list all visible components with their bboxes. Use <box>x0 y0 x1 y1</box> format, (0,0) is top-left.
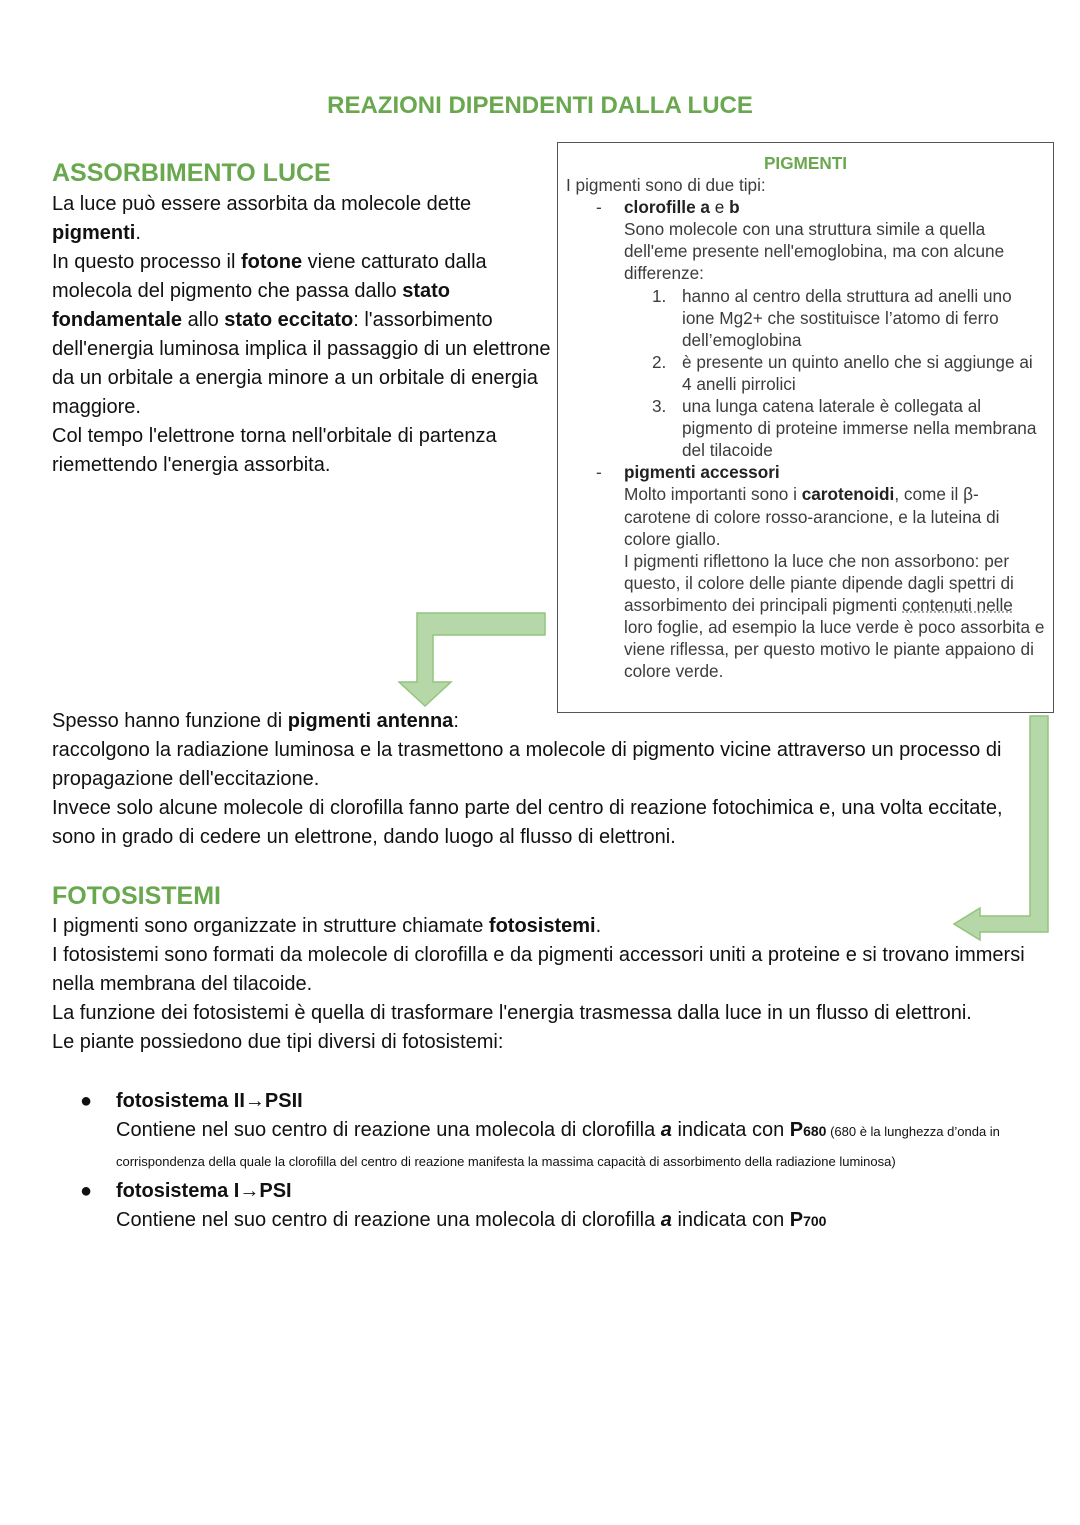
antenna-paragraph-1: Spesso hanno funzione di pigmenti antenna: <box>52 710 459 732</box>
accessori-text-1: Molto importanti sono i carotenoidi, come il β-carotene di colore rosso-arancione, e la luteina di colore giallo. <box>624 484 1000 549</box>
pigmenti-box <box>557 142 1054 713</box>
pigmenti-box-title: PIGMENTI <box>763 153 848 173</box>
section-assorbimento <box>52 159 552 480</box>
dash-marker: - <box>596 197 602 218</box>
bullet-icon: ● <box>80 1090 93 1112</box>
bullet-icon: ● <box>80 1180 93 1202</box>
psi-text: Contiene nel suo centro di reazione una molecola di clorofilla a indicata con P700 <box>116 1209 827 1231</box>
section-fotosistemi <box>52 882 1042 1057</box>
clorofille-differences-list <box>558 285 1053 462</box>
antenna-paragraph-3: Invece solo alcune molecole di clorofilla fanno parte del centro di reazione fotochimica e, una volta eccitate, sono in grado di cedere un elettrone, dando luogo al flusso di elettroni. <box>52 797 1003 848</box>
psii-text: Contiene nel suo centro di reazione una molecola di clorofilla a indicata con P680 (680 è la lunghezza d’onda in corrispondenza della quale la clorofilla del centro di reazione manifesta la massima capacità di assorbimento della radiazione luminosa) <box>116 1119 1000 1169</box>
accessori-title: pigmenti accessori <box>624 462 780 483</box>
pigmenti-intro: I pigmenti sono di due tipi: <box>566 175 766 196</box>
fotosistemi-paragraph-2: I fotosistemi sono formati da molecole di clorofilla e da pigmenti accessori uniti a proteine e si trovano immersi nella membrana del tilacoide. <box>52 944 1025 995</box>
arrow-down-icon <box>398 610 548 710</box>
list-item-accessori <box>596 461 1045 682</box>
heading-assorbimento: ASSORBIMENTO LUCE <box>52 159 331 187</box>
heading-fotosistemi: FOTOSISTEMI <box>52 882 221 910</box>
dash-marker: - <box>596 462 602 483</box>
list-item-psi <box>80 1177 1040 1236</box>
list-item-psii <box>80 1087 1040 1175</box>
assorbimento-paragraph-1: La luce può essere assorbita da molecole dette pigmenti. <box>52 193 472 244</box>
fotosistemi-paragraph-1: I pigmenti sono organizzate in strutture chiamate fotosistemi. <box>52 915 602 937</box>
fotosistemi-list <box>80 1087 1040 1236</box>
fotosistemi-paragraph-4: Le piante possiedono due tipi diversi di fotosistemi: <box>52 1031 504 1053</box>
page-title: REAZIONI DIPENDENTI DALLA LUCE <box>327 92 753 119</box>
psi-title: fotosistema I→PSI <box>116 1180 292 1202</box>
accessori-text-2: I pigmenti riflettono la luce che non assorbono: per questo, il colore delle piante dipende dagli spettri di assorbimento dei principali pigmenti contenuti nelle loro foglie, ad esempio la luce verde è poco assorbita e viene riflessa, per questo motivo le piante appaiono di colore verde. <box>624 550 1045 682</box>
fotosistemi-paragraph-3: La funzione dei fotosistemi è quella di trasformare l'energia trasmessa dalla luce in un flusso di elettroni. <box>52 1002 972 1024</box>
list-item: 1. hanno al centro della struttura ad anelli uno ione Mg2+ che sostituisce l’atomo di ferro dell’emoglobina <box>652 285 1012 350</box>
antenna-paragraph-2: raccolgono la radiazione luminosa e la trasmettono a molecole di pigmento vicine attraverso un processo di propagazione dell'eccitazione. <box>52 739 1002 790</box>
psii-title: fotosistema II→PSII <box>116 1090 303 1112</box>
assorbimento-paragraph-2: In questo processo il fotone viene catturato dalla molecola del pigmento che passa dallo stato fondamentale allo stato eccitato: l'assorbimento dell'energia luminosa implica il passaggio di un elettrone da un orbitale a energia minore a un orbitale di energia maggiore. <box>52 251 551 418</box>
clorofille-text: Sono molecole con una struttura simile a quella dell'eme presente nell'emoglobina, ma con alcune differenze: <box>624 219 1005 284</box>
list-item: 3. una lunga catena laterale è collegata al pigmento di proteine immerse nella membrana del tilacoide <box>652 396 1037 461</box>
clorofille-title: clorofille a e b <box>624 197 740 218</box>
list-item: 2. è presente un quinto anello che si aggiunge ai 4 anelli pirrolici <box>652 351 1033 394</box>
list-item-clorofille <box>596 196 1045 284</box>
section-antenna <box>52 707 1042 852</box>
assorbimento-paragraph-3: Col tempo l'elettrone torna nell'orbitale di partenza riemettendo l'energia assorbita. <box>52 425 497 476</box>
